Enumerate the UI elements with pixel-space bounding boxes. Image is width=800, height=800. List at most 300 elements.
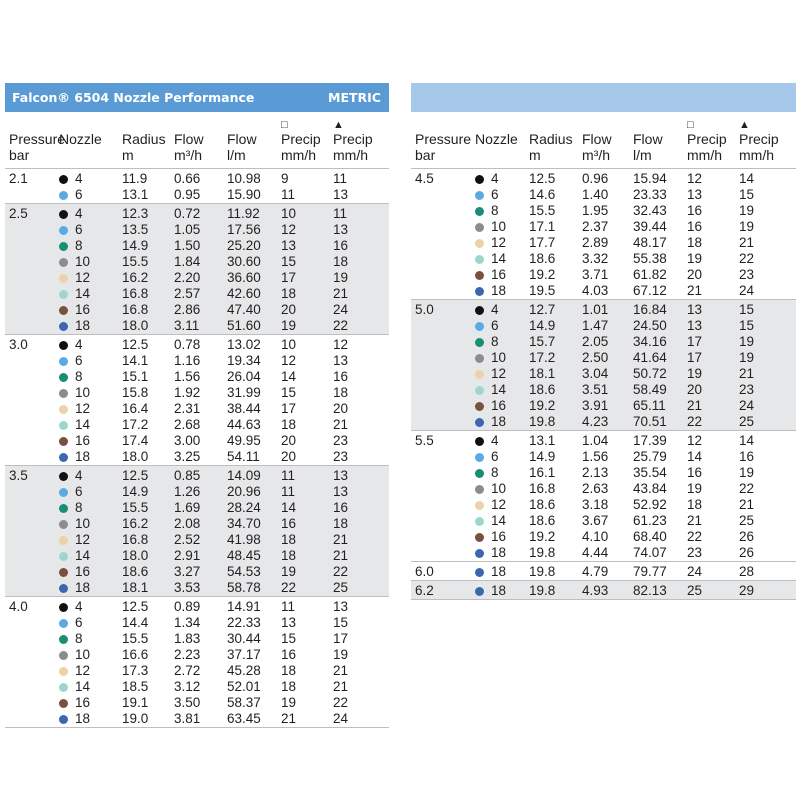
nozzle-cell xyxy=(475,497,529,513)
nozzle-color-dot-icon xyxy=(59,373,68,382)
flow-lm-cell: 41.64 xyxy=(633,350,687,366)
pressure-cell xyxy=(411,513,475,529)
nozzle-color-dot-icon xyxy=(59,619,68,628)
nozzle-cell xyxy=(59,631,122,647)
flow-m3h-cell: 3.81 xyxy=(174,711,227,728)
pressure-cell xyxy=(5,302,59,318)
nozzle-size: 4 xyxy=(491,170,499,186)
nozzle-color-dot-icon xyxy=(475,469,484,478)
nozzle-color-dot-icon xyxy=(475,207,484,216)
pressure-cell xyxy=(411,398,475,414)
pressure-cell xyxy=(411,449,475,465)
precip-square-cell: 18 xyxy=(281,662,297,678)
flow-m3h-cell: 1.56 xyxy=(174,368,201,384)
nozzle-cell xyxy=(475,187,529,203)
precip-triangle-cell: 26 xyxy=(739,545,796,562)
nozzle-color-dot-icon xyxy=(59,290,68,299)
radius-cell: 14.9 xyxy=(529,448,556,464)
precip-square-cell: 12 xyxy=(281,222,333,238)
pressure-cell xyxy=(5,679,59,695)
nozzle-size: 6 xyxy=(75,352,83,368)
radius-cell: 13.1 xyxy=(529,432,556,448)
nozzle-size: 16 xyxy=(491,528,507,544)
nozzle-color-dot-icon xyxy=(475,354,484,363)
radius-cell: 14.9 xyxy=(122,238,174,254)
nozzle-size: 14 xyxy=(75,285,91,301)
flow-m3h-cell: 3.18 xyxy=(582,496,609,512)
flow-m3h-cell: 3.71 xyxy=(582,266,609,282)
precip-triangle-cell: 25 xyxy=(739,414,796,431)
nozzle-size: 18 xyxy=(75,579,91,595)
nozzle-size: 10 xyxy=(75,253,91,269)
precip-triangle-cell: 24 xyxy=(739,283,796,300)
nozzle-size: 4 xyxy=(75,170,83,186)
flow-m3h-cell: 2.68 xyxy=(174,416,201,432)
radius-cell: 17.4 xyxy=(122,432,149,448)
flow-m3h-cell: 4.93 xyxy=(582,580,633,599)
nozzle-table-right xyxy=(411,112,796,600)
nozzle-size: 18 xyxy=(491,282,507,298)
nozzle-cell xyxy=(59,385,122,401)
table-row xyxy=(411,398,796,414)
nozzle-size: 8 xyxy=(75,499,83,515)
flow-lm-cell: 41.98 xyxy=(227,532,281,548)
nozzle-color-dot-icon xyxy=(59,421,68,430)
precip-square-cell: 14 xyxy=(687,448,703,464)
pressure-cell xyxy=(411,414,475,431)
flow-lm-header: Flow l/m xyxy=(227,112,281,168)
radius-cell: 18.6 xyxy=(529,250,556,266)
nozzle-color-dot-icon xyxy=(475,255,484,264)
precip-square-cell: 18 xyxy=(281,548,333,564)
nozzle-header: Nozzle xyxy=(475,112,529,168)
flow-lm-cell: 31.99 xyxy=(227,384,261,400)
nozzle-cell xyxy=(475,382,529,398)
pressure-group xyxy=(411,561,796,580)
nozzle-size: 14 xyxy=(75,678,91,694)
flow-m3h-cell: 2.23 xyxy=(174,646,201,662)
nozzle-cell xyxy=(475,545,529,562)
precip-triangle-cell: 24 xyxy=(333,302,389,318)
radius-cell: 19.8 xyxy=(529,545,582,562)
pressure-header: Pressure bar xyxy=(5,112,59,168)
pressure-cell xyxy=(5,286,59,302)
nozzle-size: 18 xyxy=(491,413,507,429)
flow-lm-cell: 70.51 xyxy=(633,414,687,431)
radius-cell: 18.6 xyxy=(529,382,582,398)
radius-cell: 19.2 xyxy=(529,528,556,544)
flow-lm-cell: 61.23 xyxy=(633,512,667,528)
nozzle-header: Nozzle xyxy=(59,112,122,168)
precip-square-cell: 15 xyxy=(281,384,297,400)
pressure-group xyxy=(411,168,796,299)
nozzle-table-left xyxy=(5,112,389,728)
precip-square-cell: 11 xyxy=(281,465,333,484)
precip-square-cell: 12 xyxy=(687,170,703,186)
triangle-icon: ▲ xyxy=(739,118,750,131)
table-row xyxy=(5,302,389,318)
precip-triangle-cell: 28 xyxy=(739,561,796,580)
precip-triangle-cell: 13 xyxy=(333,187,389,204)
nozzle-color-dot-icon xyxy=(475,239,484,248)
flow-lm-cell: 68.40 xyxy=(633,528,667,544)
nozzle-color-dot-icon xyxy=(59,683,68,692)
flow-lm-cell: 48.17 xyxy=(633,234,667,250)
precip-square-cell: 13 xyxy=(281,238,333,254)
nozzle-cell xyxy=(59,647,122,663)
nozzle-cell xyxy=(475,283,529,300)
precip-triangle-cell: 15 xyxy=(739,186,755,202)
flow-lm-cell: 26.04 xyxy=(227,368,261,384)
table-row xyxy=(5,254,389,270)
flow-m3h-cell: 1.16 xyxy=(174,352,201,368)
nozzle-cell xyxy=(59,663,122,679)
nozzle-cell xyxy=(475,398,529,414)
square-icon: □ xyxy=(281,118,288,131)
nozzle-color-dot-icon xyxy=(59,603,68,612)
nozzle-color-dot-icon xyxy=(475,271,484,280)
table-row xyxy=(5,695,389,711)
table-row xyxy=(411,187,796,203)
flow-m3h-cell: 0.72 xyxy=(174,203,227,222)
nozzle-size: 16 xyxy=(491,266,507,282)
pressure-cell xyxy=(411,318,475,334)
precip-square-cell: 17 xyxy=(281,270,333,286)
nozzle-cell xyxy=(59,401,122,417)
precip-triangle-cell: 23 xyxy=(739,382,796,398)
flow-lm-cell: 13.02 xyxy=(227,336,261,352)
precip-square-cell: 19 xyxy=(687,366,739,382)
precip-triangle-cell: 11 xyxy=(333,203,389,222)
precip-triangle-cell: 19 xyxy=(333,270,389,286)
table-row xyxy=(411,283,796,300)
precip-square-cell: 10 xyxy=(281,203,333,222)
precip-triangle-cell: 20 xyxy=(333,400,349,416)
nozzle-size: 10 xyxy=(491,349,507,365)
nozzle-color-dot-icon xyxy=(59,306,68,315)
nozzle-size: 6 xyxy=(491,317,499,333)
pressure-group xyxy=(411,430,796,561)
pressure-cell xyxy=(5,695,59,711)
flow-m3h-cell: 3.04 xyxy=(582,366,633,382)
flow-m3h-cell: 1.01 xyxy=(582,299,633,318)
nozzle-cell xyxy=(59,369,122,385)
flow-lm-cell: 10.98 xyxy=(227,170,261,186)
precip-triangle-cell: 15 xyxy=(739,318,796,334)
precip-square-cell: 19 xyxy=(281,564,333,580)
nozzle-cell xyxy=(59,580,122,597)
nozzle-cell xyxy=(475,267,529,283)
table-row xyxy=(411,449,796,465)
nozzle-cell xyxy=(475,430,529,449)
nozzle-size: 10 xyxy=(491,218,507,234)
precip-square-cell: 16 xyxy=(687,464,703,480)
precip-triangle-cell: 26 xyxy=(739,528,755,544)
flow-m3h-cell: 1.92 xyxy=(174,384,201,400)
nozzle-cell xyxy=(475,561,529,580)
precip-triangle-header: ▲ Precip mm/h xyxy=(739,112,796,168)
nozzle-color-dot-icon xyxy=(59,520,68,529)
pressure-cell xyxy=(411,497,475,513)
flow-m3h-cell: 0.96 xyxy=(582,170,609,186)
precip-square-cell: 18 xyxy=(687,496,703,512)
nozzle-size: 16 xyxy=(75,694,91,710)
table-row xyxy=(5,548,389,564)
nozzle-cell xyxy=(59,500,122,516)
nozzle-color-dot-icon xyxy=(475,322,484,331)
precip-triangle-cell: 18 xyxy=(333,516,389,532)
table-title-bar-blank xyxy=(411,83,796,112)
flow-lm-cell: 28.24 xyxy=(227,500,281,516)
table-row xyxy=(411,561,796,580)
pressure-cell xyxy=(411,283,475,300)
radius-cell: 14.9 xyxy=(122,484,174,500)
nozzle-color-dot-icon xyxy=(59,453,68,462)
flow-lm-cell: 15.90 xyxy=(227,187,281,204)
flow-lm-cell: 63.45 xyxy=(227,711,281,728)
table-row xyxy=(5,270,389,286)
table-row xyxy=(5,353,389,369)
table-row xyxy=(411,513,796,529)
precip-triangle-cell: 22 xyxy=(739,250,755,266)
precip-triangle-cell: 24 xyxy=(739,398,796,414)
flow-m3h-cell: 1.50 xyxy=(174,238,227,254)
radius-cell: 12.5 xyxy=(122,465,174,484)
pressure-cell xyxy=(5,449,59,466)
nozzle-color-dot-icon xyxy=(59,191,68,200)
radius-cell: 16.8 xyxy=(529,480,556,496)
nozzle-cell xyxy=(59,302,122,318)
nozzle-color-dot-icon xyxy=(475,418,484,427)
nozzle-cell xyxy=(59,465,122,484)
precip-square-cell: 24 xyxy=(687,561,739,580)
pressure-cell: 4.5 xyxy=(415,170,434,186)
nozzle-size: 18 xyxy=(75,710,91,726)
nozzle-color-dot-icon xyxy=(59,504,68,513)
flow-m3h-cell: 2.52 xyxy=(174,532,227,548)
units-label: METRIC xyxy=(328,90,381,105)
nozzle-size: 8 xyxy=(491,202,499,218)
nozzle-size: 10 xyxy=(491,480,507,496)
flow-m3h-cell: 3.25 xyxy=(174,449,227,466)
nozzle-color-dot-icon xyxy=(475,549,484,558)
table-row xyxy=(411,235,796,251)
pressure-cell xyxy=(5,647,59,663)
precip-triangle-cell: 21 xyxy=(333,548,389,564)
table-row xyxy=(411,251,796,267)
nozzle-cell xyxy=(59,532,122,548)
table-row xyxy=(5,433,389,449)
nozzle-color-dot-icon xyxy=(475,287,484,296)
nozzle-size: 6 xyxy=(491,186,499,202)
precip-square-cell: 11 xyxy=(281,484,333,500)
precip-triangle-cell: 18 xyxy=(333,254,389,270)
flow-lm-cell: 35.54 xyxy=(633,464,667,480)
precip-square-cell: 13 xyxy=(281,614,297,630)
nozzle-cell xyxy=(59,334,122,353)
nozzle-cell xyxy=(59,270,122,286)
pressure-cell xyxy=(5,631,59,647)
nozzle-color-dot-icon xyxy=(475,587,484,596)
precip-square-cell: 21 xyxy=(281,711,333,728)
flow-lm-cell: 47.40 xyxy=(227,302,281,318)
flow-m3h-cell: 1.05 xyxy=(174,222,227,238)
nozzle-cell xyxy=(59,254,122,270)
flow-lm-cell: 58.37 xyxy=(227,694,261,710)
flow-lm-cell: 52.92 xyxy=(633,496,667,512)
nozzle-size: 12 xyxy=(75,269,91,285)
nozzle-cell xyxy=(475,168,529,187)
table-title-bar xyxy=(5,83,389,112)
precip-square-cell: 19 xyxy=(687,250,703,266)
radius-cell: 19.8 xyxy=(529,414,582,431)
precip-square-cell: 15 xyxy=(281,254,333,270)
pressure-cell xyxy=(411,251,475,267)
nozzle-size: 6 xyxy=(75,614,83,630)
precip-triangle-cell: 11 xyxy=(333,170,348,186)
nozzle-size: 8 xyxy=(75,368,83,384)
precip-triangle-cell: 18 xyxy=(333,384,349,400)
radius-cell: 13.5 xyxy=(122,222,174,238)
nozzle-size: 8 xyxy=(491,464,499,480)
radius-cell: 11.9 xyxy=(122,170,148,186)
pressure-cell xyxy=(5,500,59,516)
pressure-cell xyxy=(5,270,59,286)
nozzle-size: 18 xyxy=(491,582,507,598)
precip-square-cell: 22 xyxy=(687,528,703,544)
table-row xyxy=(5,516,389,532)
pressure-cell xyxy=(5,433,59,449)
pressure-cell xyxy=(5,401,59,417)
table-row xyxy=(5,580,389,597)
nozzle-size: 14 xyxy=(75,547,91,563)
flow-m3h-cell: 2.13 xyxy=(582,464,609,480)
table-row xyxy=(5,203,389,222)
radius-cell: 15.5 xyxy=(122,500,174,516)
precip-square-cell: 18 xyxy=(281,286,333,302)
pressure-cell: 5.5 xyxy=(415,432,434,448)
precip-square-cell: 11 xyxy=(281,187,333,204)
flow-lm-cell: 79.77 xyxy=(633,561,687,580)
nozzle-size: 12 xyxy=(75,662,91,678)
precip-square-cell: 21 xyxy=(687,398,739,414)
triangle-icon: ▲ xyxy=(333,118,344,131)
performance-table-left xyxy=(5,83,389,728)
radius-cell: 15.8 xyxy=(122,384,149,400)
nozzle-color-dot-icon xyxy=(59,472,68,481)
pressure-header: Pressure bar xyxy=(411,112,475,168)
pressure-cell xyxy=(411,203,475,219)
pressure-cell xyxy=(5,187,59,204)
flow-lm-cell: 15.94 xyxy=(633,170,667,186)
flow-m3h-cell: 1.56 xyxy=(582,448,609,464)
table-row xyxy=(411,334,796,350)
nozzle-size: 8 xyxy=(491,333,499,349)
precip-triangle-cell: 13 xyxy=(333,222,389,238)
flow-m3h-cell: 2.86 xyxy=(174,302,227,318)
pressure-cell xyxy=(411,219,475,235)
precip-square-cell: 22 xyxy=(281,580,333,597)
radius-cell: 17.7 xyxy=(529,234,556,250)
precip-triangle-cell: 13 xyxy=(333,465,389,484)
nozzle-cell xyxy=(59,353,122,369)
nozzle-color-dot-icon xyxy=(475,501,484,510)
flow-m3h-cell: 3.00 xyxy=(174,432,201,448)
nozzle-color-dot-icon xyxy=(475,175,484,184)
radius-cell: 16.1 xyxy=(529,464,556,480)
flow-lm-cell: 25.79 xyxy=(633,448,667,464)
precip-square-cell: 9 xyxy=(281,170,289,186)
flow-m3h-cell: 0.66 xyxy=(174,170,201,186)
nozzle-cell xyxy=(475,318,529,334)
nozzle-cell xyxy=(475,299,529,318)
flow-lm-cell: 61.82 xyxy=(633,266,667,282)
precip-square-cell: 19 xyxy=(687,480,703,496)
table-row xyxy=(5,564,389,580)
table-row xyxy=(411,497,796,513)
nozzle-cell xyxy=(59,679,122,695)
nozzle-cell xyxy=(59,318,122,335)
nozzle-size: 18 xyxy=(75,448,91,464)
nozzle-color-dot-icon xyxy=(475,402,484,411)
table-row xyxy=(411,481,796,497)
flow-m3h-cell: 0.95 xyxy=(174,187,227,204)
table-row xyxy=(5,711,389,728)
flow-lm-cell: 58.49 xyxy=(633,382,687,398)
pressure-cell xyxy=(411,545,475,562)
precip-triangle-cell: 13 xyxy=(333,598,349,614)
flow-lm-cell: 19.34 xyxy=(227,352,261,368)
precip-triangle-cell: 19 xyxy=(739,334,796,350)
flow-m3h-cell: 3.67 xyxy=(582,512,609,528)
precip-square-cell: 14 xyxy=(281,368,297,384)
nozzle-color-dot-icon xyxy=(475,191,484,200)
pressure-cell: 3.5 xyxy=(5,465,59,484)
radius-cell: 18.6 xyxy=(529,512,556,528)
nozzle-cell xyxy=(59,516,122,532)
nozzle-cell xyxy=(59,615,122,631)
header-row xyxy=(5,112,389,168)
nozzle-size: 16 xyxy=(75,563,91,579)
precip-square-header: □ Precip mm/h xyxy=(687,112,739,168)
nozzle-size: 6 xyxy=(75,186,83,202)
table-row xyxy=(5,631,389,647)
pressure-cell xyxy=(411,481,475,497)
nozzle-color-dot-icon xyxy=(475,453,484,462)
flow-lm-cell: 54.11 xyxy=(227,449,281,466)
nozzle-cell xyxy=(59,484,122,500)
flow-lm-cell: 49.95 xyxy=(227,432,261,448)
nozzle-color-dot-icon xyxy=(475,306,484,315)
nozzle-color-dot-icon xyxy=(59,274,68,283)
nozzle-cell xyxy=(59,222,122,238)
radius-cell: 18.0 xyxy=(122,318,174,335)
nozzle-size: 12 xyxy=(491,496,507,512)
nozzle-color-dot-icon xyxy=(475,533,484,542)
flow-m3h-cell: 1.47 xyxy=(582,318,633,334)
flow-m3h-cell: 3.32 xyxy=(582,250,609,266)
flow-m3h-cell: 2.91 xyxy=(174,548,227,564)
nozzle-color-dot-icon xyxy=(59,226,68,235)
precip-triangle-cell: 25 xyxy=(739,512,755,528)
pressure-cell: 4.0 xyxy=(9,598,28,614)
pressure-cell xyxy=(5,663,59,679)
table-row xyxy=(5,484,389,500)
table-row xyxy=(5,532,389,548)
flow-lm-cell: 51.60 xyxy=(227,318,281,335)
nozzle-cell xyxy=(59,449,122,466)
pressure-cell xyxy=(5,615,59,631)
